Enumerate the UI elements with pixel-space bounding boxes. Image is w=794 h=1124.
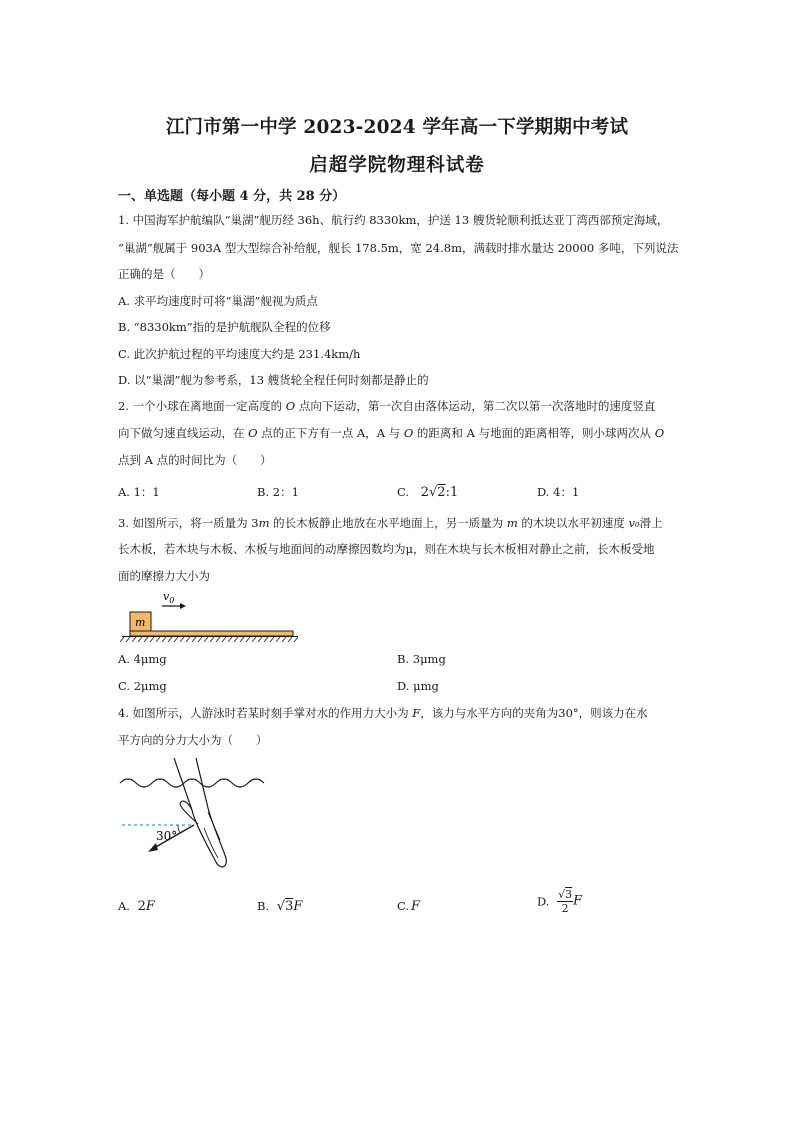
water-surface (120, 779, 264, 787)
q2-stem-line3: 点到 A 点的时间比为（ ） (118, 453, 272, 467)
q3-stem-line1: 3. 如图所示，将一质量为 3m 的长木板静止地放在水平地面上，另一质量为 m 的木块以水平初速度 v₀滑上 (118, 516, 663, 530)
q4-stem-line2: 平方向的分力大小为（ ） (118, 733, 268, 747)
q1-stem-line1: 1. 中国海军护航编队“巢湖”舰历经 36h、航行约 8330km，护送 13 艘货轮顺利抵达亚丁湾西部预定海域， (118, 213, 669, 227)
q1-stem-line2: “巢湖”舰属于 903A 型大型综合补给舰，舰长 178.5m，宽 24.8m，满载时排水量达 20000 多吨，下列说法 (118, 241, 679, 255)
q4-option-d[interactable]: D. $\frac{√3}{2}$ F (537, 888, 583, 915)
long-board (130, 631, 293, 636)
q4-option-c[interactable]: C. F (397, 899, 421, 914)
q4-option-a[interactable]: A. 2F (118, 899, 155, 914)
angle-label: 30° (156, 829, 178, 843)
ground-hatch (120, 637, 298, 642)
q3-option-d[interactable]: D. μmg (397, 679, 439, 693)
angle-arc (178, 825, 180, 833)
q3-option-b[interactable]: B. 3μmg (397, 652, 446, 666)
q1-option-a[interactable]: A. 求平均速度时可将“巢湖”舰视为质点 (118, 294, 318, 308)
q2-stem-line2: 向下做匀速直线运动，在 O 点的正下方有一点 A，A 与 O 的距离和 A 与地面的距离相等，则小球两次从 O (118, 426, 665, 440)
q2-stem-line1: 2. 一个小球在离地面一定高度的 O 点向下运动，第一次自由落体运动，第二次以第一次落地时的速度竖直 (118, 399, 656, 413)
q4-stem-line1: 4. 如图所示，人游泳时若某时刻手掌对水的作用力大小为 F，该力与水平方向的夹角为30°，则该力在水 (118, 706, 648, 720)
finger-line-2 (208, 812, 220, 840)
q1-option-c[interactable]: C. 此次护航过程的平均速度大约是 231.4km/h (118, 347, 361, 361)
q2-option-a[interactable]: A. 1：1 (118, 485, 160, 499)
force-arrowhead (148, 843, 158, 852)
velocity-arrowhead (180, 603, 186, 609)
q3-stem-line3: 面的摩擦力大小为 (118, 569, 210, 583)
q3-stem-line2: 长木板，若木块与木板、木板与地面间的动摩擦因数均为μ，则在木块与长木板相对静止之前，长木板受地 (118, 542, 655, 556)
q4-option-b[interactable]: B. √3F (257, 899, 303, 914)
exam-subtitle: 启超学院物理科试卷 (309, 155, 485, 176)
q2-option-c[interactable]: C. 2√2:1 (397, 485, 459, 500)
q2-option-d[interactable]: D. 4：1 (537, 485, 580, 499)
q1-stem-line3: 正确的是（ ） (118, 267, 210, 281)
velocity-label: $v_0$ (163, 590, 175, 605)
q3-option-c[interactable]: C. 2μmg (118, 679, 167, 693)
q3-figure-board-block (118, 588, 303, 646)
q1-option-b[interactable]: B. “8330km”指的是护航舰队全程的位移 (118, 320, 331, 334)
q1-option-d[interactable]: D. 以“巢湖”舰为参考系，13 艘货轮全程任何时刻都是静止的 (118, 373, 429, 387)
exam-title: 江门市第一中学 2023-2024 学年高一下学期期中考试 (165, 117, 629, 138)
q3-option-a[interactable]: A. 4μmg (118, 652, 167, 666)
block-m-label: m (135, 616, 146, 629)
section-heading: 一、单选题（每小题 4 分，共 28 分） (118, 189, 346, 204)
hand-outline (174, 758, 226, 867)
q2-option-b[interactable]: B. 2：1 (257, 485, 299, 499)
q4-figure-swimmer-hand (112, 758, 272, 873)
